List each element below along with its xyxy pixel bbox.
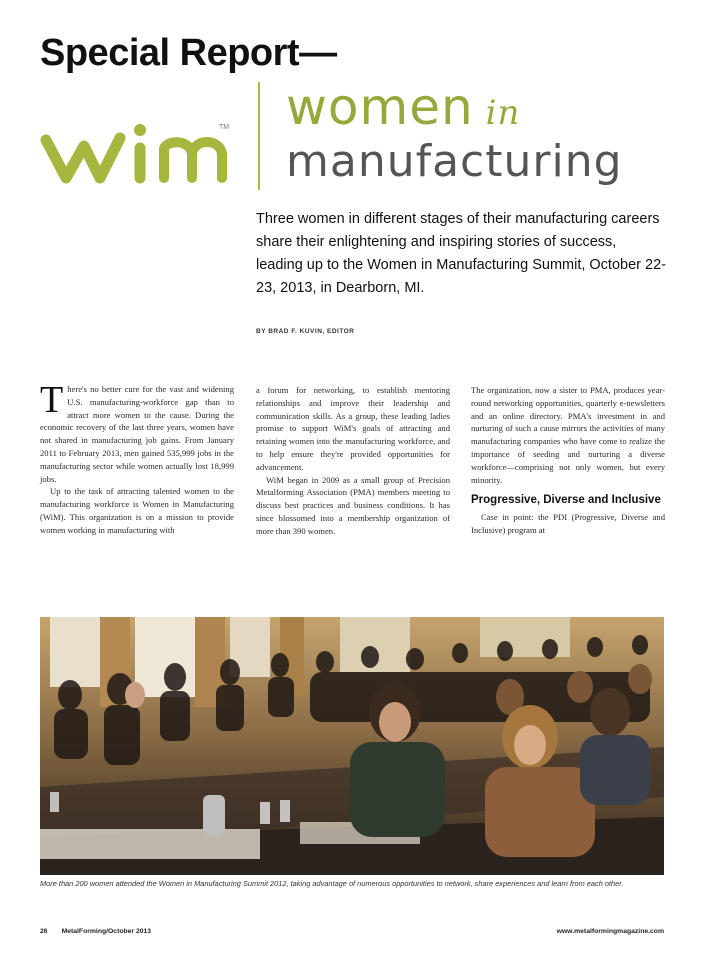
photo-caption: More than 200 women attended the Women in Manufacturing Summit 2012, taking advantage of numerous opportunities to network, share experiences and learn from each other. bbox=[40, 879, 624, 888]
paragraph: Case in point: the PDI (Progressive, Diverse and Inclusive) program at bbox=[471, 512, 665, 536]
page-number: 26 bbox=[40, 928, 48, 935]
paragraph: The organization, now a sister to PMA, produces year-round networking opportunities, quarterly e-newsletters and an online directory. PMA's investment in and nurturing of such a cause mirrors the activities of many manufacturing companies who have come to realize the importance of seeding and nurturing a diverse workforce—comprising not only women, but every minority. bbox=[471, 385, 665, 485]
body-column-2 bbox=[256, 384, 450, 538]
body-column-3 bbox=[471, 384, 665, 537]
photo-illustration bbox=[40, 617, 664, 875]
logo-women-word: women bbox=[286, 78, 474, 136]
publication-name: MetalForming/October 2013 bbox=[61, 928, 152, 935]
paragraph bbox=[40, 379, 234, 485]
logo-women-text bbox=[286, 78, 521, 136]
conference-photo bbox=[40, 617, 664, 875]
logo-in-word: in bbox=[485, 93, 521, 133]
article-deck: Three women in different stages of their manufacturing careers share their enlightening and inspiring stories of success, leading up to the Women in Manufacturing Summit, October 22-23, 2013, in Dearborn, MI. bbox=[256, 211, 666, 296]
logo-divider bbox=[258, 82, 260, 190]
page-title: Special Report— bbox=[40, 32, 337, 74]
body-column-1 bbox=[40, 379, 234, 537]
wim-logo bbox=[40, 100, 240, 190]
byline: BY BRAD F. KUVIN, EDITOR bbox=[256, 328, 355, 335]
drop-cap: T bbox=[40, 379, 64, 421]
footer-left bbox=[40, 928, 151, 935]
logo-manufacturing-text: manufacturing bbox=[286, 136, 623, 187]
section-subhead: Progressive, Diverse and Inclusive bbox=[471, 494, 661, 507]
paragraph-text: here's no better cure for the vast and widening U.S. manufacturing-workforce gap than to attract more women to the cause. During the economic recovery of the last three years, women have not shared in manufacturing job gains. From January 2011 to February 2013, men gained 535,999 jobs in the manufacturing sector while women actually lost 18,999 jobs. bbox=[40, 384, 234, 484]
trademark-mark: TM bbox=[219, 124, 230, 131]
paragraph: WiM began in 2009 as a small group of Precision Metalforming Association (PMA) members meeting to discuss best practices and business conditions. It has since blossomed into a membership organization of more than 390 women. bbox=[256, 474, 450, 536]
paragraph: Up to the task of attracting talented women to the manufacturing workforce is Women in Manufacturing (WiM). This organization is on a mission to provide women working in manufacturing with bbox=[40, 486, 234, 535]
paragraph: a forum for networking, to establish mentoring relationships and improve their leadership and communication skills. As a group, these leading ladies promise to support WiM's goals of attracting and retaining women into the manufacturing workforce, and to help ensure they're provided opportunities for advancement. bbox=[256, 385, 450, 472]
footer-url: www.metalformingmagazine.com bbox=[556, 928, 664, 935]
